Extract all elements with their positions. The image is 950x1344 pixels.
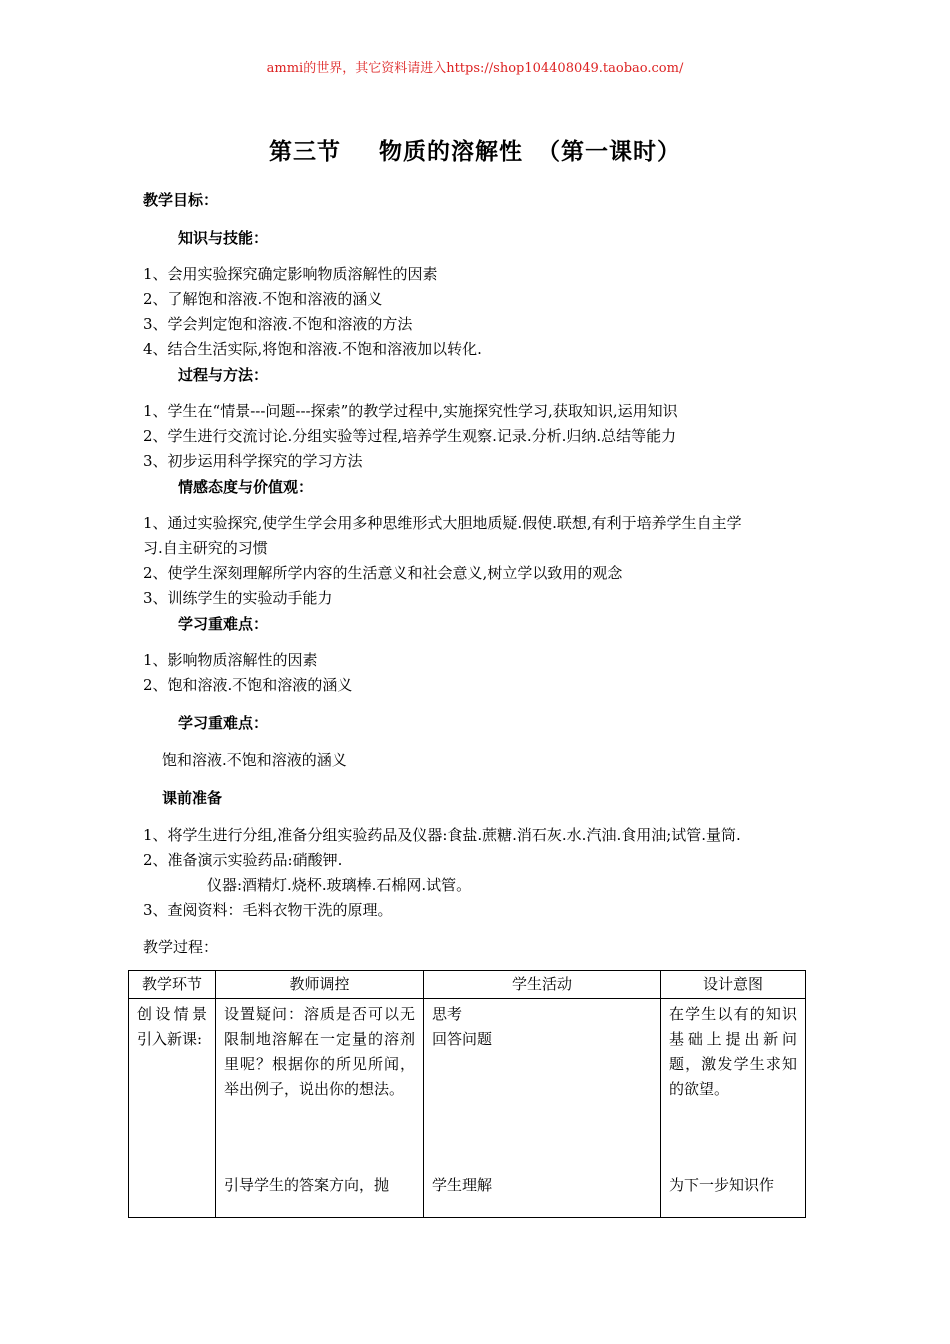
student-text	[432, 1002, 652, 1052]
cell-teacher	[216, 999, 424, 1218]
process-method-item: 1、学生在“情景---问题---探索”的教学过程中,实施探究性学习,获取知识,运用知识	[143, 402, 678, 420]
difficult-points-text: 饱和溶液.不饱和溶液的涵义	[162, 751, 347, 769]
process-method-heading: 过程与方法：	[178, 366, 269, 384]
preparation-item-2-instruments: 仪器:酒精灯.烧杯.玻璃棒.石棉网.试管。	[207, 876, 472, 894]
cell-stage	[129, 999, 216, 1218]
student-text-continued: 学生理解	[432, 1176, 493, 1194]
preparation-heading: 课前准备	[162, 789, 223, 807]
knowledge-item: 1、会用实验探究确定影响物质溶解性的因素	[143, 265, 438, 283]
title-lesson: （第一课时）	[537, 138, 681, 165]
intent-text-continued: 为下一步知识作	[669, 1176, 775, 1194]
knowledge-item: 3、学会判定饱和溶液.不饱和溶液的方法	[143, 315, 413, 333]
key-points-heading: 学习重难点：	[178, 615, 269, 633]
knowledge-heading: 知识与技能：	[178, 229, 269, 247]
process-heading: 教学过程：	[143, 938, 219, 956]
header-teacher: 教师调控	[216, 971, 424, 999]
attitude-item-1-line-2: 习.自主研究的习惯	[143, 539, 268, 557]
teaching-process-table	[128, 970, 806, 1218]
student-answer: 回答问题	[432, 1030, 493, 1048]
preparation-item-3: 3、查阅资料：毛料衣物干洗的原理。	[143, 901, 393, 919]
knowledge-item: 4、结合生活实际,将饱和溶液.不饱和溶液加以转化.	[143, 340, 482, 358]
header-stage: 教学环节	[129, 971, 216, 999]
cell-student	[424, 999, 661, 1218]
teacher-text: 设置疑问：溶质是否可以无限制地溶解在一定量的溶剂里呢？根据你的所见所闻，举出例子，说出你的想法。	[224, 1005, 415, 1098]
stage-text: 创设情景引入新课:	[137, 1005, 207, 1048]
title-topic: 物质的溶解性	[379, 138, 523, 165]
attitude-item-3: 3、训练学生的实验动手能力	[143, 589, 333, 607]
student-think: 思考	[432, 1005, 463, 1023]
key-point-item: 1、影响物质溶解性的因素	[143, 651, 318, 669]
title-section: 第三节	[269, 138, 341, 165]
intent-text: 在学生以有的知识基础上提出新问题，激发学生求知的欲望。	[669, 1005, 797, 1098]
header-student: 学生活动	[424, 971, 661, 999]
process-method-item: 2、学生进行交流讨论.分组实验等过程,培养学生观察.记录.分析.归纳.总结等能力	[143, 427, 677, 445]
knowledge-item: 2、了解饱和溶液.不饱和溶液的涵义	[143, 290, 383, 308]
page-title	[0, 133, 950, 166]
header-note: ammi的世界，其它资料请进入https://shop104408049.taobao.com/	[266, 61, 684, 76]
cell-intent	[661, 999, 806, 1218]
attitude-item-2: 2、使学生深刻理解所学内容的生活意义和社会意义,树立学以致用的观念	[143, 564, 623, 582]
difficult-points-heading: 学习重难点：	[178, 714, 269, 732]
table-row	[129, 999, 806, 1218]
header-intent: 设计意图	[661, 971, 806, 999]
process-method-item: 3、初步运用科学探究的学习方法	[143, 452, 363, 470]
table-header-row	[129, 971, 806, 999]
attitude-heading: 情感态度与价值观：	[178, 478, 314, 496]
preparation-item-1: 1、将学生进行分组,准备分组实验药品及仪器:食盐.蔗糖.消石灰.水.汽油.食用油;试管.量筒.	[143, 826, 741, 844]
teacher-text-continued: 引导学生的答案方向，抛	[224, 1176, 390, 1194]
preparation-item-2: 2、准备演示实验药品:硝酸钾.	[143, 851, 343, 869]
attitude-item-1-line-1: 1、通过实验探究,使学生学会用多种思维形式大胆地质疑.假使.联想,有利于培养学生自主学	[143, 514, 742, 532]
objectives-heading: 教学目标：	[143, 191, 219, 209]
key-point-item: 2、饱和溶液.不饱和溶液的涵义	[143, 676, 353, 694]
